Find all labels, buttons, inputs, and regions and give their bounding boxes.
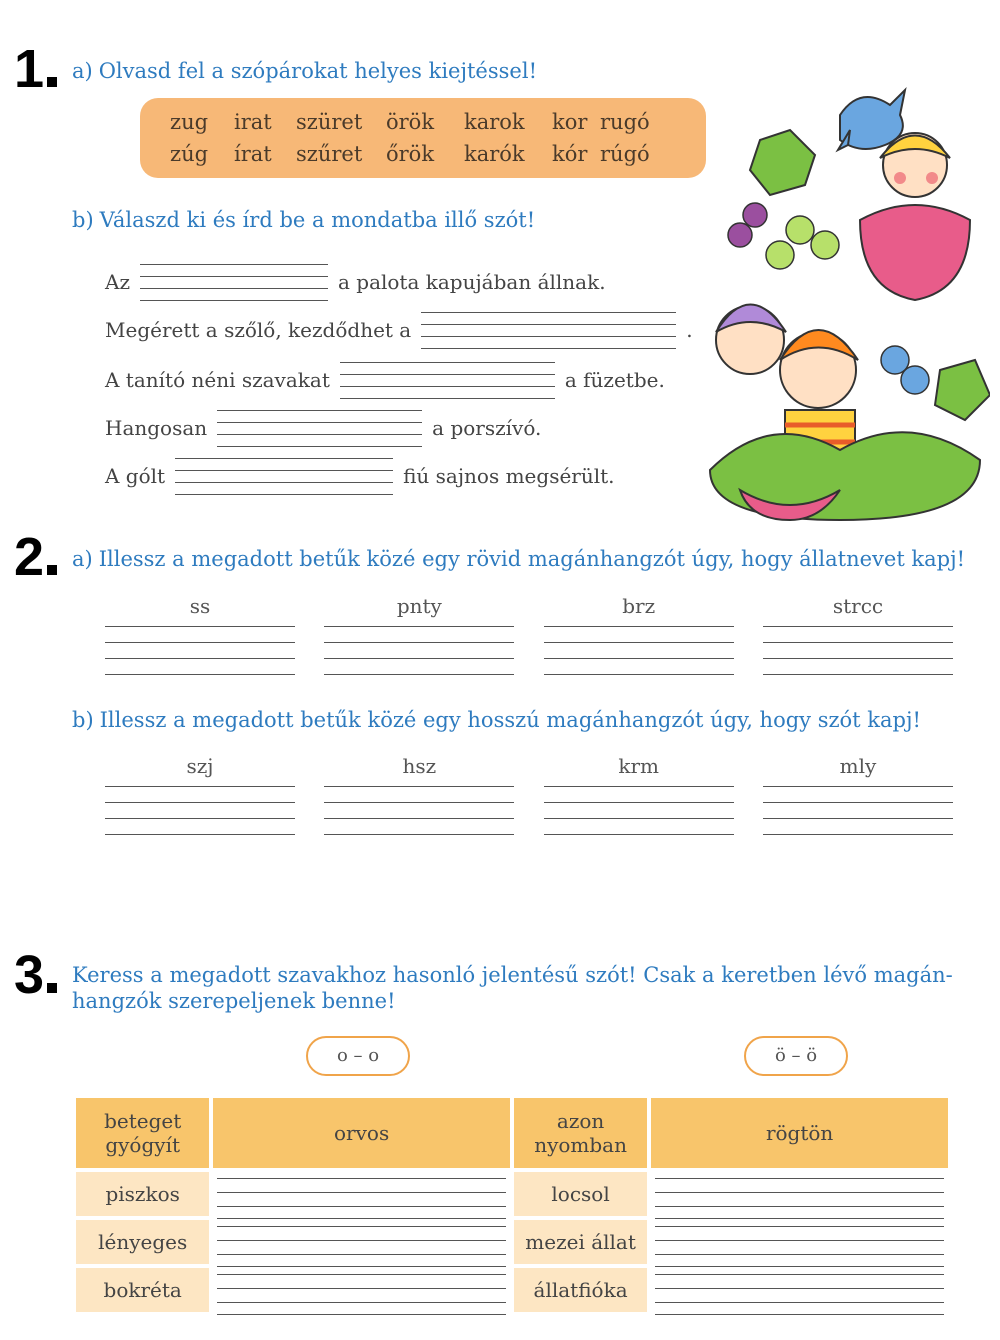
row-2-word: karók: [464, 142, 525, 166]
girl-figure: [860, 133, 970, 300]
answer-cell[interactable]: [651, 1268, 948, 1312]
word-cell: piszkos: [76, 1172, 209, 1216]
sentence-5-after: fiú sajnos megsérült.: [403, 464, 615, 488]
exercise-2-number: 2: [14, 530, 57, 584]
sentence-2: [105, 308, 693, 352]
answer-lines[interactable]: [763, 782, 953, 838]
word-cell: mezei állat: [514, 1220, 647, 1264]
sentence-3: [105, 358, 665, 402]
exercise-1a-instruction: [72, 58, 537, 84]
sentence-1-blank[interactable]: [140, 260, 328, 304]
word-cell: bokréta: [76, 1268, 209, 1312]
animal-item-3: [544, 594, 734, 678]
animal-item-2: [324, 594, 514, 678]
row-2-word: kór: [552, 142, 588, 166]
sentence-5-blank[interactable]: [175, 454, 393, 498]
row-2-word: rúgó: [600, 142, 650, 166]
letters-label: krm: [618, 754, 659, 778]
exercise-2a-text: Illessz a megadott betűk közé egy rövid magánhangzót úgy, hogy állatnevet kapj!: [98, 547, 966, 571]
exercise-2b-items: [105, 754, 953, 838]
word-item-4: [763, 754, 953, 838]
word-pairs-row-1: [170, 110, 660, 134]
letters-label: hsz: [402, 754, 437, 778]
sentence-2-after: .: [686, 318, 693, 342]
word-item-3: [544, 754, 734, 838]
answer-cell[interactable]: [651, 1172, 948, 1216]
vowel-frame-oe: ö – ö: [744, 1036, 848, 1076]
row-2-word: őrök: [386, 142, 435, 166]
row-2-word: szűret: [296, 142, 363, 166]
exercise-3-text-line-1: Keress a megadott szavakhoz hasonló jelentésű szót! Csak a keretben lévő magán-: [72, 963, 953, 987]
row-1-word: kor: [552, 110, 588, 134]
row-2-word: zúg: [170, 142, 209, 166]
letters-label: pnty: [396, 594, 442, 618]
answer-cell[interactable]: [213, 1268, 510, 1312]
answer-lines[interactable]: [544, 622, 734, 678]
sentence-4-before: Hangosan: [105, 416, 208, 440]
row-1-word: szüret: [296, 110, 363, 134]
table-header-row: [76, 1098, 948, 1168]
vowel-frame-o: o – o: [306, 1036, 410, 1076]
letters-label: brz: [622, 594, 656, 618]
exercise-2a-instruction: [72, 546, 965, 572]
sentence-4-after: a porszívó.: [432, 416, 542, 440]
header-cell: beteget gyógyít: [76, 1098, 209, 1168]
word-item-1: [105, 754, 295, 838]
exercise-2a-label: a): [72, 547, 93, 571]
row-2-word: írat: [234, 142, 272, 166]
sentence-3-after: a füzetbe.: [564, 368, 665, 392]
answer-cell[interactable]: [213, 1220, 510, 1264]
table-row: [76, 1268, 948, 1312]
word-item-2: [324, 754, 514, 838]
sentence-1-after: a palota kapujában állnak.: [337, 270, 606, 294]
exercise-3-instruction: [72, 962, 962, 1015]
exercise-3-number: 3: [14, 948, 57, 1002]
header-cell: orvos: [213, 1098, 510, 1168]
exercise-1a-text: Olvasd fel a szópárokat helyes kiejtéssel!: [98, 59, 538, 83]
row-1-word: örök: [386, 110, 435, 134]
exercise-2a-items: [105, 594, 953, 678]
answer-lines[interactable]: [324, 622, 514, 678]
exercise-3-text-line-2: hangzók szerepeljenek benne!: [72, 989, 396, 1014]
row-1-word: rugó: [600, 110, 650, 134]
sentence-4: [105, 406, 541, 450]
answer-lines[interactable]: [324, 782, 514, 838]
letters-label: ss: [189, 594, 211, 618]
answer-cell[interactable]: [213, 1172, 510, 1216]
exercise-2b-label: b): [72, 708, 94, 732]
answer-lines[interactable]: [105, 782, 295, 838]
sentence-5: [105, 454, 615, 498]
exercise-1-number: 1: [14, 42, 57, 96]
sentence-3-blank[interactable]: [340, 358, 555, 402]
exercise-2b-instruction: [72, 707, 921, 733]
exercise-1a-label: a): [72, 59, 93, 83]
exercise-1b-instruction: [72, 207, 535, 233]
table-row: [76, 1220, 948, 1264]
exercise-1b-text: Válaszd ki és írd be a mondatba illő szót!: [99, 208, 536, 232]
sentence-2-before: Megérett a szőlő, kezdődhet a: [105, 318, 412, 342]
header-cell: azon nyomban: [514, 1098, 647, 1168]
sentence-1: [105, 260, 606, 304]
row-1-word: zug: [170, 110, 209, 134]
row-1-word: karok: [464, 110, 525, 134]
row-1-word: irat: [234, 110, 272, 134]
word-pairs-row-2: [170, 142, 660, 166]
exercise-1b-label: b): [72, 208, 94, 232]
animal-item-1: [105, 594, 295, 678]
letters-label: strcc: [832, 594, 884, 618]
exercise-2b-text: Illessz a megadott betűk közé egy hosszú magánhangzót úgy, hogy szót kapj!: [99, 708, 921, 732]
animal-item-4: [763, 594, 953, 678]
children-grapes-illustration: [700, 70, 990, 530]
sentence-2-blank[interactable]: [421, 308, 676, 352]
table-row: [76, 1172, 948, 1216]
answer-lines[interactable]: [544, 782, 734, 838]
sentence-5-before: A gólt: [105, 464, 166, 488]
letters-label: mly: [839, 754, 877, 778]
sentence-3-before: A tanító néni szavakat: [105, 368, 330, 392]
answer-lines[interactable]: [763, 622, 953, 678]
sentence-1-before: Az: [105, 270, 130, 294]
word-cell: állatfióka: [514, 1268, 647, 1312]
answer-cell[interactable]: [651, 1220, 948, 1264]
synonym-table: [72, 1094, 952, 1316]
sentence-4-blank[interactable]: [217, 406, 422, 450]
word-cell: locsol: [514, 1172, 647, 1216]
letters-label: szj: [186, 754, 214, 778]
answer-lines[interactable]: [105, 622, 295, 678]
header-cell: rögtön: [651, 1098, 948, 1168]
word-cell: lényeges: [76, 1220, 209, 1264]
